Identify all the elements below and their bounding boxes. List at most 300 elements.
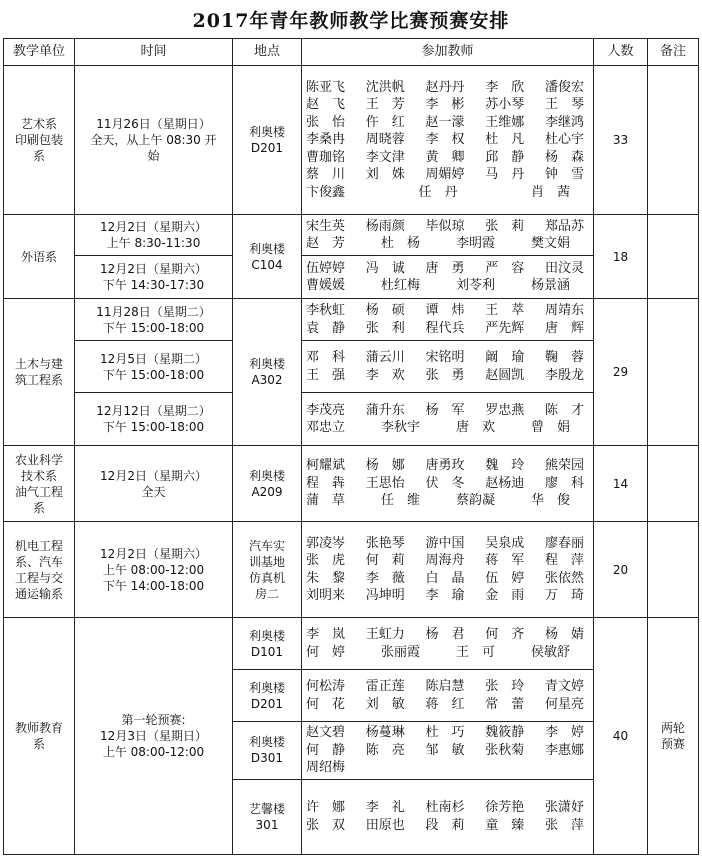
location-text: 房二 [254, 586, 279, 601]
teacher-name: 王 强 [306, 367, 346, 383]
teacher-name: 钟 雪 [545, 167, 585, 183]
unit-name: 系 [32, 500, 45, 515]
location-cell [233, 299, 302, 446]
teacher-name: 刘苓利 [456, 278, 496, 293]
teachers-cell [302, 393, 594, 446]
teacher-name: 邱 静 [485, 149, 525, 165]
teacher-row [306, 96, 589, 114]
teacher-name: 周海舟 [425, 553, 465, 568]
teacher-name: 李 礼 [365, 800, 405, 815]
table-row [4, 299, 699, 341]
unit-name: 外语系 [20, 249, 57, 264]
time-text: 全天，从上午 08:30 开 [90, 133, 217, 147]
teachers-cell [302, 299, 594, 341]
teacher-name: 程 犇 [306, 475, 346, 491]
count-cell: 18 [594, 215, 648, 299]
teacher-name: 周绍梅 [306, 760, 346, 775]
unit-name: 农业科学 [14, 452, 63, 467]
document-title: 2017年青年教师教学比赛预赛安排 [192, 10, 510, 32]
teacher-name: 刘 姝 [365, 167, 405, 183]
location-cell [233, 446, 302, 522]
unit-cell [4, 446, 75, 522]
teacher-name: 田汶灵 [545, 260, 585, 276]
count-cell: 14 [594, 446, 648, 522]
location-text: 301 [255, 817, 279, 832]
teacher-name: 程代兵 [425, 320, 465, 336]
teacher-name: 李惠娜 [545, 742, 585, 758]
teacher-name: 苏小琴 [485, 97, 525, 113]
time-text: 下午 15:00-18:00 [102, 320, 205, 335]
remarks-text: 预赛 [660, 736, 685, 751]
teachers-cell [302, 722, 594, 780]
teacher-name: 任 丹 [418, 184, 458, 200]
teacher-name: 华 俊 [531, 493, 571, 509]
teacher-name: 马 丹 [485, 167, 525, 183]
unit-name: 系 [32, 736, 45, 751]
teacher-name: 张依然 [545, 570, 585, 586]
time-text: 始 [147, 149, 160, 163]
header-row [4, 39, 699, 66]
unit-name: 机电工程 [14, 538, 63, 553]
teacher-row [306, 644, 589, 662]
teacher-name: 雷正莲 [365, 679, 405, 694]
time-text: 12月2日（星期六） [100, 262, 207, 276]
teacher-name: 罗忠燕 [485, 402, 525, 418]
teacher-name: 蒲云川 [365, 350, 405, 365]
teacher-name: 王虹力 [365, 627, 405, 642]
location-text: 利奥楼 [248, 735, 285, 750]
teacher-row [306, 678, 589, 696]
teacher-name: 李 权 [425, 132, 465, 148]
unit-name: 教师教育 [14, 720, 63, 735]
teacher-name: 严先辉 [485, 320, 525, 336]
time-cell [75, 215, 233, 256]
teacher-name: 张 勇 [425, 367, 465, 383]
header-remarks: 备注 [648, 39, 699, 66]
teacher-name: 伏 冬 [425, 475, 465, 491]
location-text: 利奥楼 [248, 468, 285, 483]
unit-name: 印刷包装 [14, 133, 63, 147]
teacher-name: 王 萃 [485, 303, 525, 318]
table-row [4, 618, 699, 670]
teacher-name: 常 蕾 [485, 696, 525, 712]
teacher-name: 杨 硕 [365, 303, 405, 318]
teacher-name: 李秋宇 [381, 420, 421, 435]
teacher-name: 何松涛 [306, 679, 346, 694]
teacher-name: 田原也 [365, 817, 405, 833]
teacher-name: 唐 辉 [545, 320, 585, 336]
teacher-row [306, 184, 589, 202]
teachers-cell [302, 256, 594, 299]
header-teachers: 参加教师 [302, 39, 594, 66]
teacher-row [306, 260, 589, 278]
teacher-row [306, 79, 589, 97]
time-cell [75, 299, 233, 341]
location-text: 利奥楼 [248, 680, 285, 695]
unit-name: 技术系 [20, 468, 57, 483]
teacher-row [306, 218, 589, 236]
teacher-name: 周晓蓉 [365, 132, 405, 148]
teacher-name: 陈 亮 [365, 742, 405, 758]
location-text: 利奥楼 [248, 241, 285, 256]
teacher-name: 赵杨迪 [485, 475, 525, 491]
time-text: 上午 08:00-12:00 [102, 744, 205, 759]
teacher-row [306, 475, 589, 493]
teacher-name: 何星亮 [545, 696, 585, 712]
location-text: C104 [251, 257, 283, 272]
unit-name: 系 [32, 149, 45, 163]
teacher-name: 蒋 军 [485, 553, 525, 568]
teacher-name: 杜心宇 [545, 132, 585, 148]
teacher-name: 李 婷 [545, 725, 585, 740]
teachers-cell [302, 522, 594, 618]
teacher-name: 杨 娜 [365, 458, 405, 474]
time-text: 下午 15:00-18:00 [102, 367, 205, 382]
teacher-name: 陈 才 [545, 402, 585, 418]
time-text: 12月12日（星期二） [96, 404, 211, 418]
teacher-name: 王 可 [456, 644, 496, 660]
time-text: 下午 15:00-18:00 [102, 420, 205, 434]
teacher-name: 张 萍 [545, 817, 585, 833]
teacher-name: 李继鸿 [545, 114, 585, 130]
teacher-name: 张艳琴 [365, 535, 405, 551]
teacher-name: 任 维 [381, 493, 421, 509]
teachers-cell [302, 670, 594, 722]
teachers-cell [302, 341, 594, 393]
teacher-row [306, 742, 589, 760]
remarks-cell [648, 618, 699, 855]
teacher-name: 袁 静 [306, 320, 346, 336]
teacher-row [306, 626, 589, 644]
teachers-cell [302, 446, 594, 522]
time-text: 12月3日（星期日） [100, 728, 207, 743]
teacher-name: 李殷龙 [545, 367, 585, 383]
remarks-cell [648, 522, 699, 618]
teacher-name: 陈亚飞 [306, 79, 346, 95]
teacher-row [306, 114, 589, 132]
teacher-name: 曾 娟 [531, 420, 571, 435]
teacher-name: 柯耀斌 [306, 458, 346, 474]
teacher-name: 杨蔓琳 [365, 725, 405, 740]
unit-cell [4, 215, 75, 299]
location-cell [233, 66, 302, 215]
time-text: 11月28日（星期二） [96, 304, 211, 319]
teacher-name: 李 欣 [485, 79, 525, 95]
teacher-name: 杨 婧 [545, 627, 585, 642]
teacher-name: 伍 婷 [485, 570, 525, 586]
unit-name: 筑工程系 [14, 373, 63, 387]
teachers-cell [302, 618, 594, 670]
time-text: 下午 14:00-18:00 [102, 578, 205, 593]
count-cell: 33 [594, 66, 648, 215]
remarks-cell [648, 66, 699, 215]
header-unit: 教学单位 [4, 39, 75, 66]
teacher-name: 张秋菊 [485, 742, 525, 758]
teacher-row [306, 320, 589, 338]
teacher-name: 熊荣园 [545, 458, 585, 474]
time-text: 全天 [141, 484, 166, 499]
teachers-cell [302, 66, 594, 215]
unit-cell [4, 66, 75, 215]
unit-name: 工程与交 [14, 570, 63, 585]
location-cell [233, 779, 302, 854]
unit-cell [4, 299, 75, 446]
teacher-name: 伍婷婷 [306, 260, 346, 276]
teacher-name: 张 虎 [306, 553, 346, 568]
header-count: 人数 [594, 39, 648, 66]
teacher-row [306, 535, 589, 553]
teacher-name: 万 琦 [545, 588, 585, 603]
location-text: D201 [250, 696, 284, 711]
teacher-row [306, 724, 589, 742]
teacher-name: 杨 军 [425, 402, 465, 418]
teacher-name: 张丽霞 [381, 644, 421, 660]
teacher-row [306, 277, 589, 295]
teacher-row [306, 131, 589, 149]
teacher-name: 杨 森 [545, 149, 585, 165]
unit-name: 通运输系 [14, 586, 63, 601]
count-cell: 29 [594, 299, 648, 446]
teacher-name: 张 玲 [485, 679, 525, 694]
teacher-name: 何 花 [306, 696, 346, 712]
unit-cell [4, 618, 75, 855]
header-time: 时间 [75, 39, 233, 66]
teacher-name: 唐 欢 [456, 420, 496, 435]
teacher-name: 陈启慧 [425, 679, 465, 694]
time-text: 下午 14:30-17:30 [102, 278, 205, 292]
location-cell [233, 722, 302, 780]
teacher-row [306, 457, 589, 475]
time-text: 11月26日（星期日） [96, 117, 211, 131]
teacher-name: 李 欢 [365, 367, 405, 383]
unit-name: 土木与建 [14, 357, 63, 371]
teacher-name: 吴泉成 [485, 535, 525, 551]
teacher-name: 青文婷 [545, 679, 585, 694]
teacher-row [306, 166, 589, 184]
teacher-name: 王 琴 [545, 97, 585, 113]
teacher-name: 宋生英 [306, 218, 346, 234]
teacher-name: 何 齐 [485, 627, 525, 642]
table-row [4, 446, 699, 522]
teacher-name: 卞俊鑫 [306, 184, 346, 200]
unit-name: 艺术系 [20, 117, 57, 131]
teacher-name: 杨雨颜 [365, 218, 405, 234]
teacher-row [306, 367, 589, 385]
teacher-name: 李 岚 [306, 627, 346, 642]
teacher-row [306, 349, 589, 367]
location-text: 艺馨楼 [248, 801, 285, 816]
remarks-text: 两轮 [660, 720, 685, 735]
teacher-name: 段 莉 [425, 817, 465, 833]
time-text: 12月2日（星期六） [100, 546, 207, 561]
teacher-name: 廖 科 [545, 475, 585, 491]
teacher-row [306, 552, 589, 570]
teacher-name: 何 婷 [306, 644, 346, 660]
teacher-name: 潘俊宏 [545, 79, 585, 95]
teacher-name: 蔡韵凝 [456, 493, 496, 509]
teacher-name: 蒲 草 [306, 493, 346, 509]
teachers-cell [302, 215, 594, 256]
teacher-name: 杜 巧 [425, 725, 465, 740]
teacher-name: 邓忠立 [306, 420, 346, 435]
teacher-name: 张 莉 [485, 218, 525, 234]
teacher-name: 唐勇玫 [425, 458, 465, 474]
teacher-name: 李桑冉 [306, 132, 346, 148]
teacher-row [306, 759, 589, 777]
time-cell [75, 66, 233, 215]
teacher-row [306, 817, 589, 835]
teacher-name: 张 怡 [306, 114, 346, 130]
teacher-name: 李文津 [365, 149, 405, 165]
time-text: 第一轮预赛: [121, 712, 186, 727]
time-text: 12月5日（星期二） [100, 351, 207, 366]
teacher-name: 李 彬 [425, 97, 465, 113]
header-location: 地点 [233, 39, 302, 66]
teacher-name: 周媚婷 [425, 167, 465, 183]
unit-name: 油气工程 [14, 484, 63, 499]
time-text: 上午 08:00-12:00 [102, 562, 205, 577]
teacher-name: 廖春丽 [545, 535, 585, 551]
teacher-name: 程 萍 [545, 553, 585, 568]
location-text: 汽车实 [248, 538, 285, 553]
teacher-name: 李 薇 [365, 570, 405, 586]
teacher-name: 刘 敏 [365, 696, 405, 712]
location-text: 仿真机 [248, 570, 285, 585]
table-row [4, 66, 699, 215]
time-cell [75, 618, 233, 855]
time-cell [75, 393, 233, 446]
teacher-name: 鞠 蓉 [545, 350, 585, 365]
teacher-name: 郑品苏 [545, 218, 585, 234]
teacher-name: 蔡 川 [306, 167, 346, 183]
teacher-name: 杜 凡 [485, 132, 525, 148]
teachers-cell [302, 779, 594, 854]
teacher-name: 肖 茜 [531, 184, 571, 200]
teacher-name: 许 娜 [306, 800, 346, 815]
teacher-name: 曹珈铭 [306, 149, 346, 165]
teacher-row [306, 419, 589, 437]
teacher-name: 樊文娟 [531, 236, 571, 251]
count-cell: 40 [594, 618, 648, 855]
teacher-row [306, 696, 589, 714]
location-cell [233, 670, 302, 722]
teacher-row [306, 799, 589, 817]
teacher-name: 邹 敏 [425, 742, 465, 758]
location-text: D201 [250, 141, 284, 155]
teacher-name: 侯敏舒 [531, 644, 571, 660]
teacher-name: 仵 红 [365, 114, 405, 130]
teacher-name: 赵一濛 [425, 114, 465, 130]
time-text: 上午 8:30-11:30 [106, 236, 201, 250]
remarks-cell [648, 299, 699, 446]
location-text: D301 [250, 751, 284, 766]
teacher-row [306, 587, 589, 605]
count-cell: 20 [594, 522, 648, 618]
teacher-name: 宋铭明 [425, 350, 465, 365]
teacher-name: 童 臻 [485, 817, 525, 833]
teacher-name: 杜 杨 [381, 236, 421, 251]
teacher-name: 李茂亮 [306, 402, 346, 418]
teacher-name: 赵文碧 [306, 725, 346, 740]
teacher-name: 唐 勇 [425, 260, 465, 276]
teacher-name: 刘明来 [306, 588, 346, 603]
location-cell [233, 522, 302, 618]
teacher-row [306, 492, 589, 510]
time-cell [75, 522, 233, 618]
teacher-row [306, 235, 589, 253]
time-cell [75, 256, 233, 299]
teacher-name: 朱 黎 [306, 570, 346, 586]
teacher-row [306, 149, 589, 167]
teacher-name: 冯 诚 [365, 260, 405, 276]
location-cell [233, 618, 302, 670]
teacher-name: 李明霞 [456, 236, 496, 251]
location-text: 训基地 [248, 554, 285, 569]
teacher-name: 白 晶 [425, 570, 465, 586]
teacher-name: 严 容 [485, 260, 525, 276]
teacher-name: 何 莉 [365, 553, 405, 568]
table-row [4, 522, 699, 618]
teacher-name: 杜南杉 [425, 800, 465, 815]
teacher-name: 沈洪帆 [365, 79, 405, 95]
teacher-name: 赵圆凯 [485, 367, 525, 383]
time-text: 12月2日（星期六） [100, 220, 207, 234]
teacher-name: 黄 卿 [425, 149, 465, 165]
location-text: 利奥楼 [248, 357, 285, 371]
location-text: A302 [251, 373, 283, 387]
remarks-cell [648, 446, 699, 522]
location-text: D101 [250, 644, 284, 659]
teacher-name: 赵丹丹 [425, 79, 465, 95]
teacher-name: 王维娜 [485, 114, 525, 130]
teacher-row [306, 570, 589, 588]
teacher-name: 赵 飞 [306, 97, 346, 113]
schedule-table [3, 38, 699, 855]
teacher-name: 杜红梅 [381, 278, 421, 293]
teacher-name: 金 雨 [485, 588, 525, 603]
teacher-row [306, 302, 589, 320]
teacher-name: 阚 瑜 [485, 350, 525, 365]
teacher-name: 王 芳 [365, 97, 405, 113]
teacher-name: 杨景涵 [531, 278, 571, 293]
teacher-name: 张 利 [365, 320, 405, 336]
time-cell [75, 341, 233, 393]
location-cell [233, 215, 302, 299]
teacher-name: 王思怡 [365, 475, 405, 491]
teacher-name: 蒲升东 [365, 402, 405, 418]
location-text: 利奥楼 [248, 628, 285, 643]
teacher-name: 魏 玲 [485, 458, 525, 474]
teacher-name: 谭 炜 [425, 303, 465, 318]
teacher-name: 蒋 红 [425, 696, 465, 712]
teacher-name: 郭凌岑 [306, 535, 346, 551]
location-text: 利奥楼 [248, 125, 285, 139]
teacher-name: 邓 科 [306, 350, 346, 365]
teacher-name: 冯坤明 [365, 588, 405, 603]
time-text: 12月2日（星期六） [100, 468, 207, 483]
teacher-row [306, 402, 589, 420]
teacher-name: 魏筱静 [485, 725, 525, 740]
location-text: A209 [251, 484, 283, 499]
table-row [4, 215, 699, 256]
remarks-cell [648, 215, 699, 299]
time-cell [75, 446, 233, 522]
teacher-name: 何 静 [306, 742, 346, 758]
teacher-name: 徐芳艳 [485, 800, 525, 815]
teacher-name: 周靖东 [545, 303, 585, 318]
teacher-name: 游中国 [425, 535, 465, 551]
teacher-name: 杨 君 [425, 627, 465, 642]
